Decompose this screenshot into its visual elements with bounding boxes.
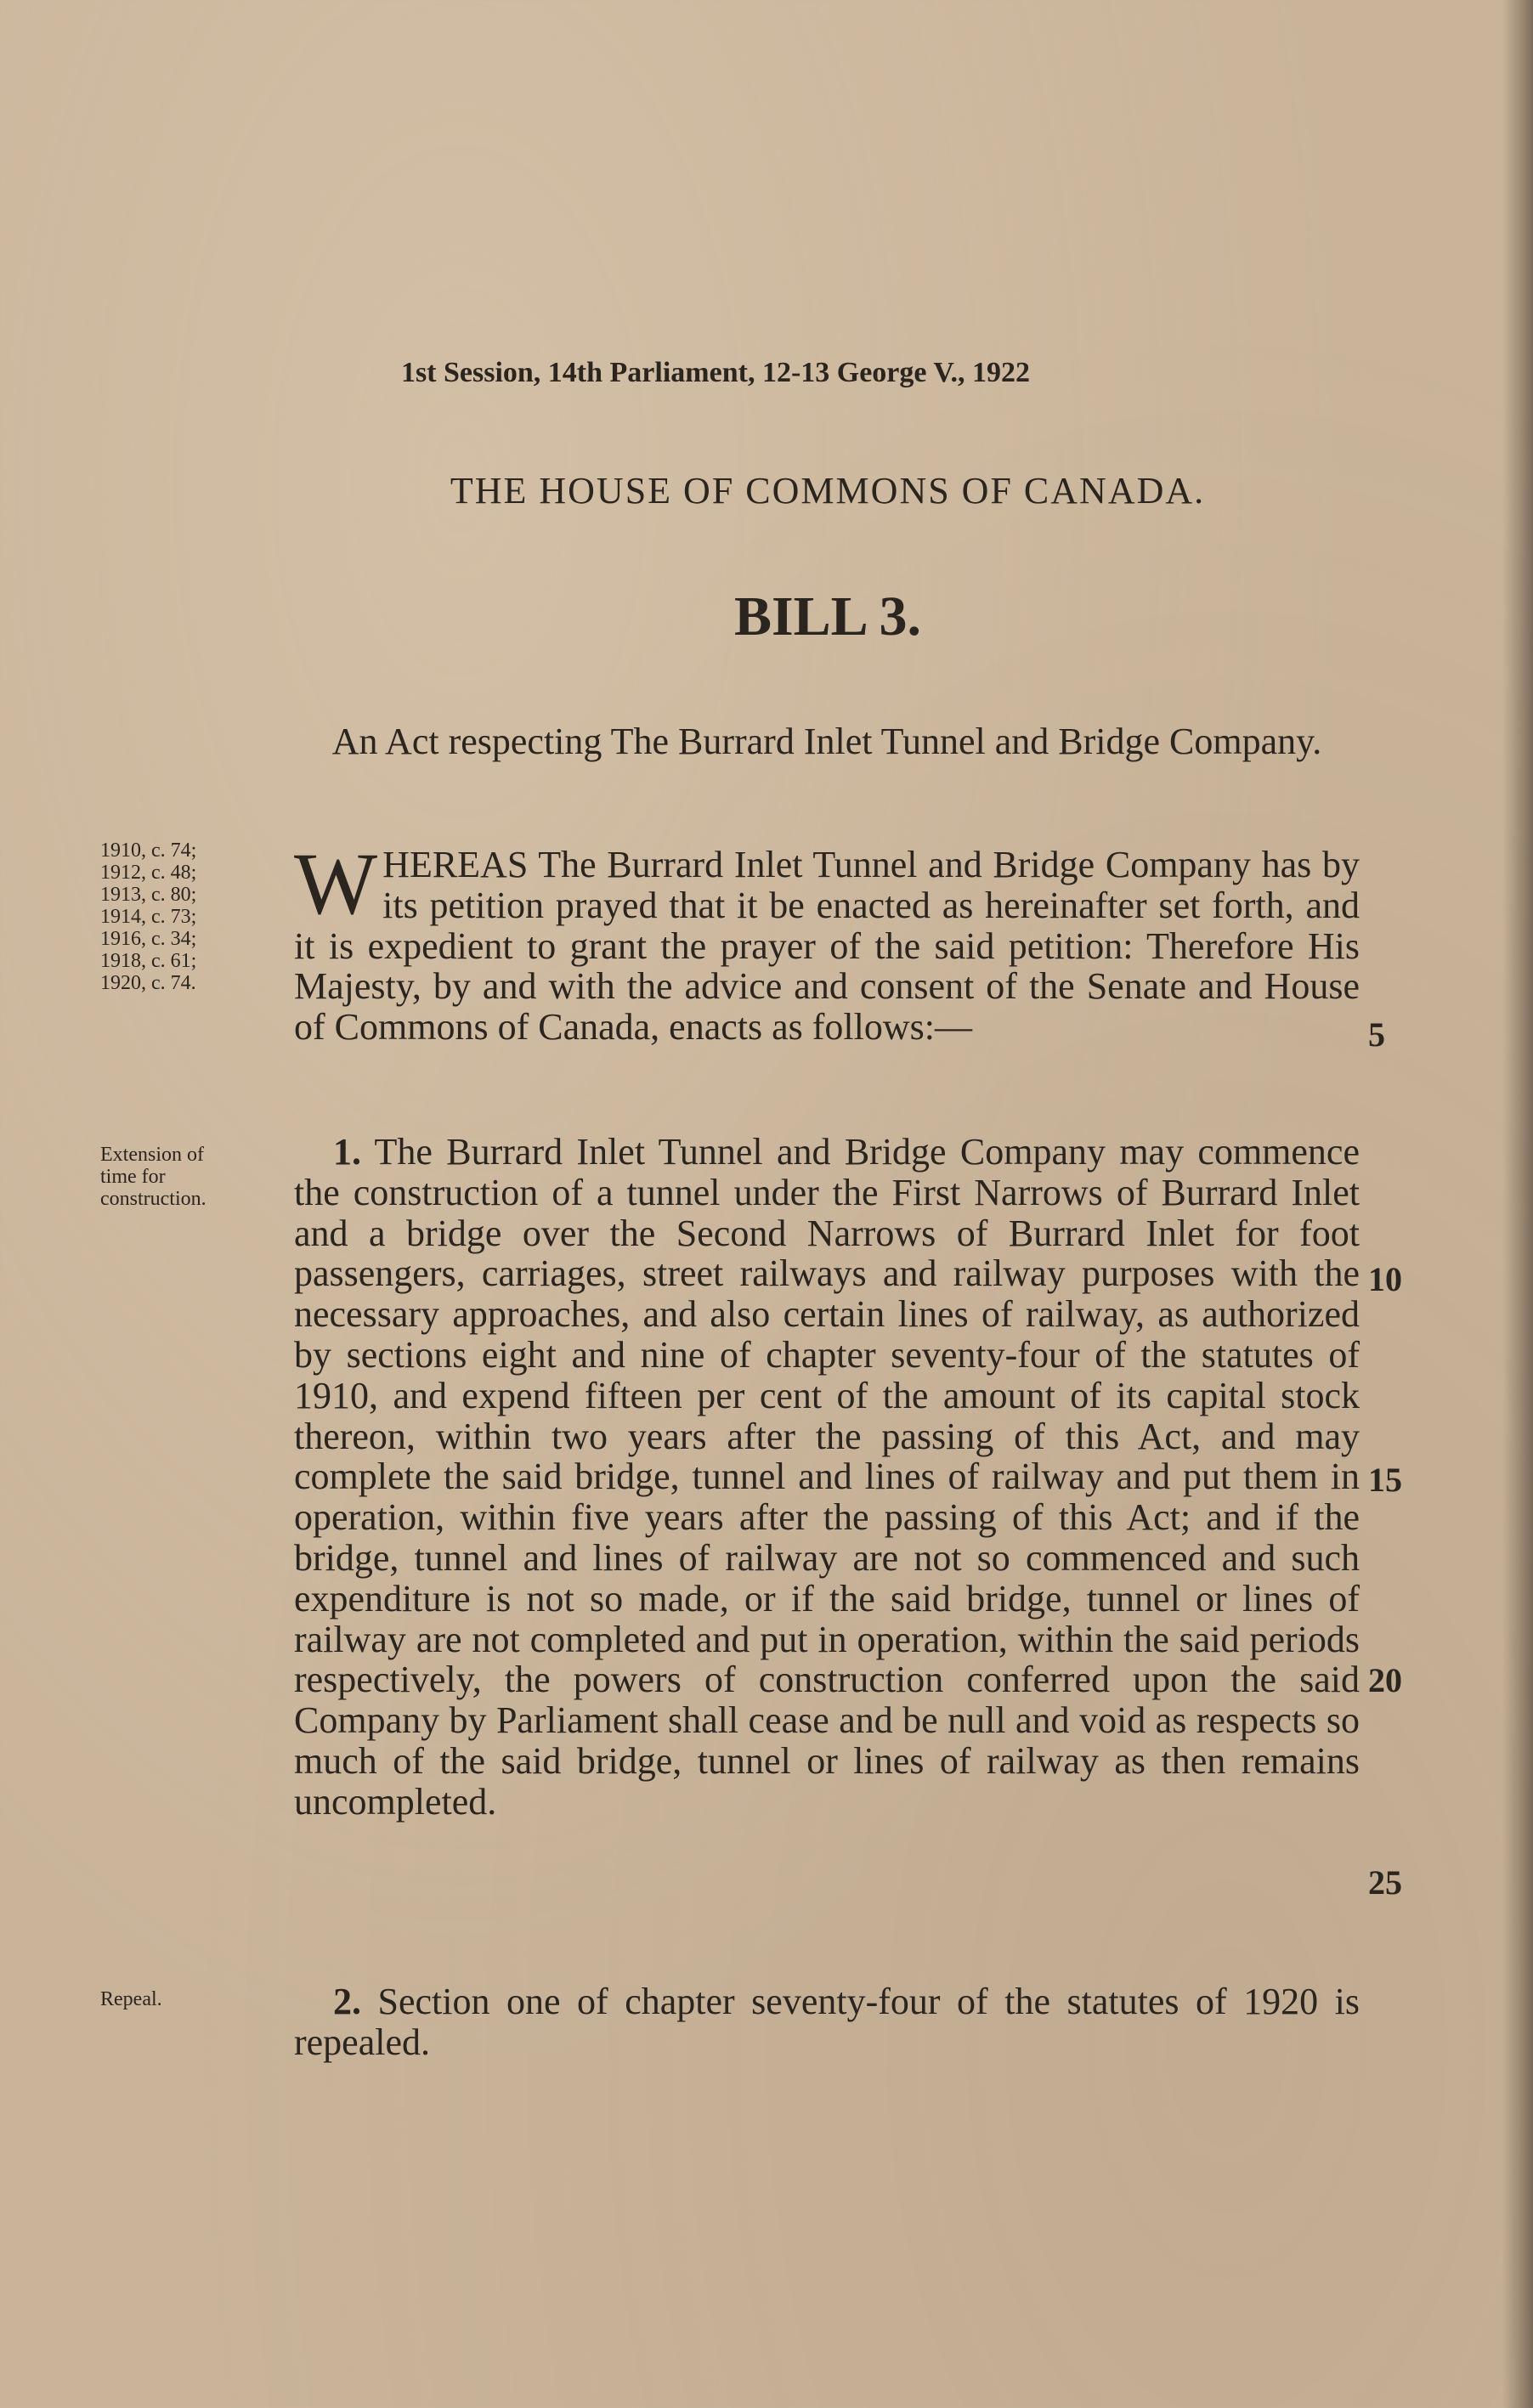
drop-cap: W [294, 835, 378, 933]
repeal-margin-note: Repeal. [100, 1988, 162, 2010]
house-title: THE HOUSE OF COMMONS OF CANADA. [450, 470, 1206, 512]
section-1 [294, 1132, 1360, 1823]
margin-note-line: construction. [100, 1188, 206, 1210]
extension-margin-note [100, 1144, 270, 1210]
citation: 1910, c. 74; [100, 839, 197, 862]
act-title: An Act respecting The Burrard Inlet Tunnel and Bridge Company. [331, 721, 1322, 762]
citation: 1918, c. 61; [100, 950, 197, 972]
line-number: 20 [1368, 1661, 1402, 1699]
citation: 1914, c. 73; [100, 906, 197, 928]
citation: 1912, c. 48; [100, 862, 197, 884]
citations-margin-note [100, 839, 270, 994]
citation: 1920, c. 74. [100, 972, 196, 994]
line-number: 15 [1368, 1461, 1402, 1499]
section-number: 1. [333, 1131, 361, 1173]
section-text: Section one of chapter seventy-four of the statutes of 1920 is repealed. [294, 1981, 1360, 2063]
session-line: 1st Session, 14th Parliament, 12-13 George V., 1922 [400, 357, 1031, 388]
margin-note-line: time for [100, 1166, 166, 1188]
line-number: 5 [1368, 1015, 1385, 1054]
citation: 1913, c. 80; [100, 884, 197, 906]
line-number: 10 [1368, 1260, 1402, 1298]
section-number: 2. [333, 1981, 361, 2022]
section-text: The Burrard Inlet Tunnel and Bridge Company may commence the construction of a tunnel under the First Narrows of Burrard Inlet and a bridge over the Second Narrows of Burrard Inlet for foot passengers, carriages, street railways and railway purposes with the necessary approaches, and also certain lines of railway, as authorized by sections eight and nine of chapter seventy-four of the statutes of 1910, and expend fifteen per cent of the amount of its capital stock thereon, within two years after the passing of this Act, and may complete the said bridge, tunnel and lines of railway and put them in operation, within five years after the passing of this Act; and if the bridge, tunnel and lines of railway are not so commenced and such expenditure is not so made, or if the said bridge, tunnel or lines of railway are not completed and put in operation, within the said periods respectively, the powers of construction conferred upon the said Company by Parliament shall cease and be null and void as respects so much of the said bridge, tunnel or lines of railway as then remains uncompleted. [294, 1131, 1360, 1823]
margin-note-line: Extension of [100, 1144, 204, 1166]
citation: 1916, c. 34; [100, 928, 197, 950]
page-edge-shadow [1502, 0, 1533, 2408]
preamble [294, 835, 1360, 1049]
preamble-text: HEREAS The Burrard Inlet Tunnel and Bridge Company has by its petition prayed that it be enacted as hereinafter set forth, and it is expedient to grant the prayer of the said petition: Therefore His Majesty, by and with the advice and consent of the Senate and House of Commons of Canada, enacts as follows:— [294, 844, 1360, 1049]
line-number: 25 [1368, 1863, 1402, 1902]
section-2 [294, 1981, 1360, 2063]
bill-number: BILL 3. [733, 585, 922, 647]
